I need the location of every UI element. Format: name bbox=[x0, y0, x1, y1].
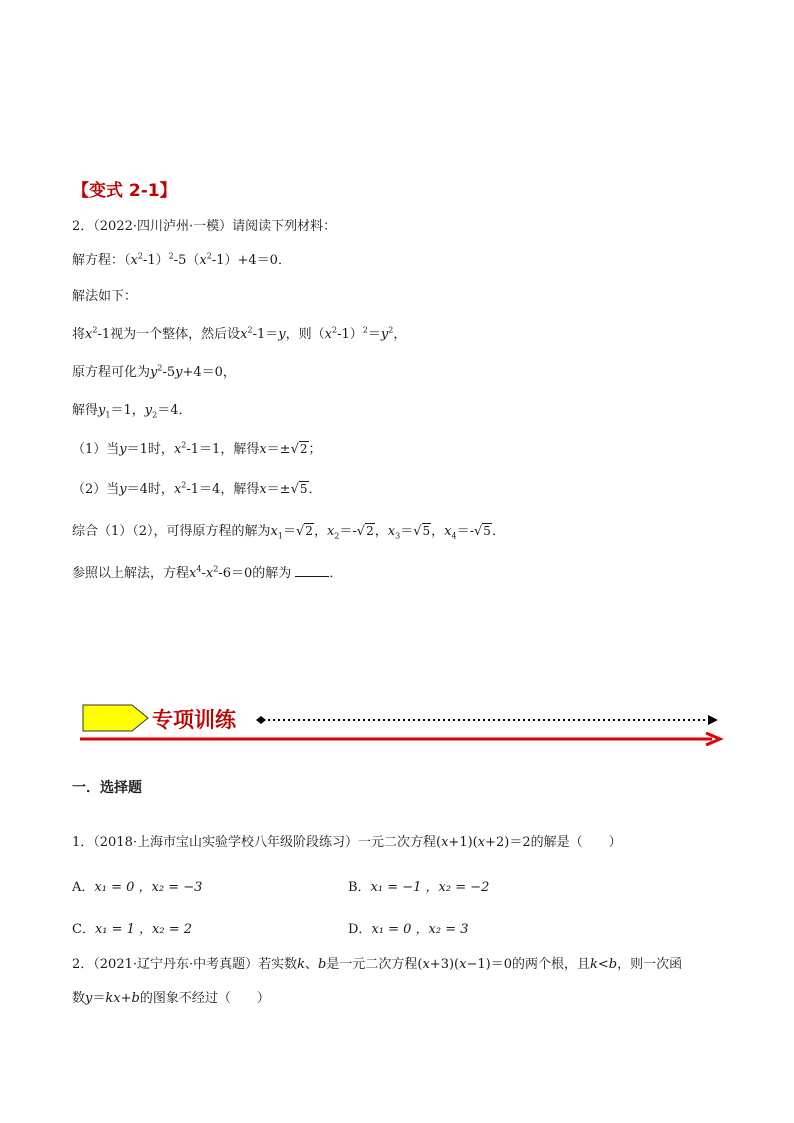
problem2-case2: （2）当y＝4时，$x^2-1=4$，解得x＝±√5． bbox=[72, 480, 322, 497]
problem2-step2: 原方程可化为$y^2-5y+4=0$， bbox=[72, 363, 236, 380]
dotted-arrow-line bbox=[256, 713, 722, 727]
q1-option-b[interactable]: B．x₁ = −1 ，x₂ = −2 bbox=[348, 880, 490, 895]
problem2-equation: 解方程：$(x^2-1)^2-5(x^2-1)+4=0$． bbox=[72, 251, 291, 268]
problem2-question: 参照以上解法，方程$x^4-x^2-6=0$的解为 ． bbox=[72, 564, 343, 581]
problem2-method-label: 解法如下： bbox=[72, 289, 138, 304]
banner-title: 专项训练 bbox=[152, 707, 236, 732]
q1-option-c[interactable]: C．x₁ = 1 ，x₂ = 2 bbox=[72, 922, 193, 937]
problem2-step1: 将$x^2-1$视为一个整体，然后设$x^2-1=y$，则$(x^2-1)^2=y^2$， bbox=[72, 325, 407, 342]
pentagon-arrow-icon bbox=[82, 704, 152, 732]
variant-heading: 【变式 2-1】 bbox=[72, 181, 177, 201]
problem2-summary: 综合（1）（2），可得原方程的解为$x_1=√2$，$x_2=-√2$，$x_3=√5$，$x_4=-√5$． bbox=[72, 524, 505, 541]
answer-blank[interactable] bbox=[295, 564, 329, 577]
q1-stem: 1．（2018·上海市宝山实验学校八年级阶段练习）一元二次方程(x+1)(x+2)＝2的解是（ ） bbox=[72, 835, 622, 850]
q1-option-d[interactable]: D．x₁ = 0 ，x₂ = 3 bbox=[348, 922, 469, 937]
section-title: 一．选择题 bbox=[72, 780, 142, 796]
problem2-step3: 解得$y_1=1$，$y_2=4$． bbox=[72, 403, 192, 420]
problem2-case1: （1）当y＝1时，$x^2-1=1$，解得x＝±√2； bbox=[72, 440, 322, 457]
arrow-right-icon bbox=[80, 732, 724, 746]
q2-stem-line1: 2．（2021·辽宁丹东·中考真题）若实数k、b是一元二次方程(x+3)(x−1)＝0的两个根，且k<b，则一次函 bbox=[72, 957, 683, 972]
q2-stem-line2: 数y＝kx+b的图象不经过（ ） bbox=[72, 991, 270, 1006]
q1-option-a[interactable]: A．x₁ = 0 ，x₂ = −3 bbox=[72, 880, 203, 895]
problem2-header: 2．（2022·四川泸州·一模）请阅读下列材料： bbox=[72, 219, 337, 234]
